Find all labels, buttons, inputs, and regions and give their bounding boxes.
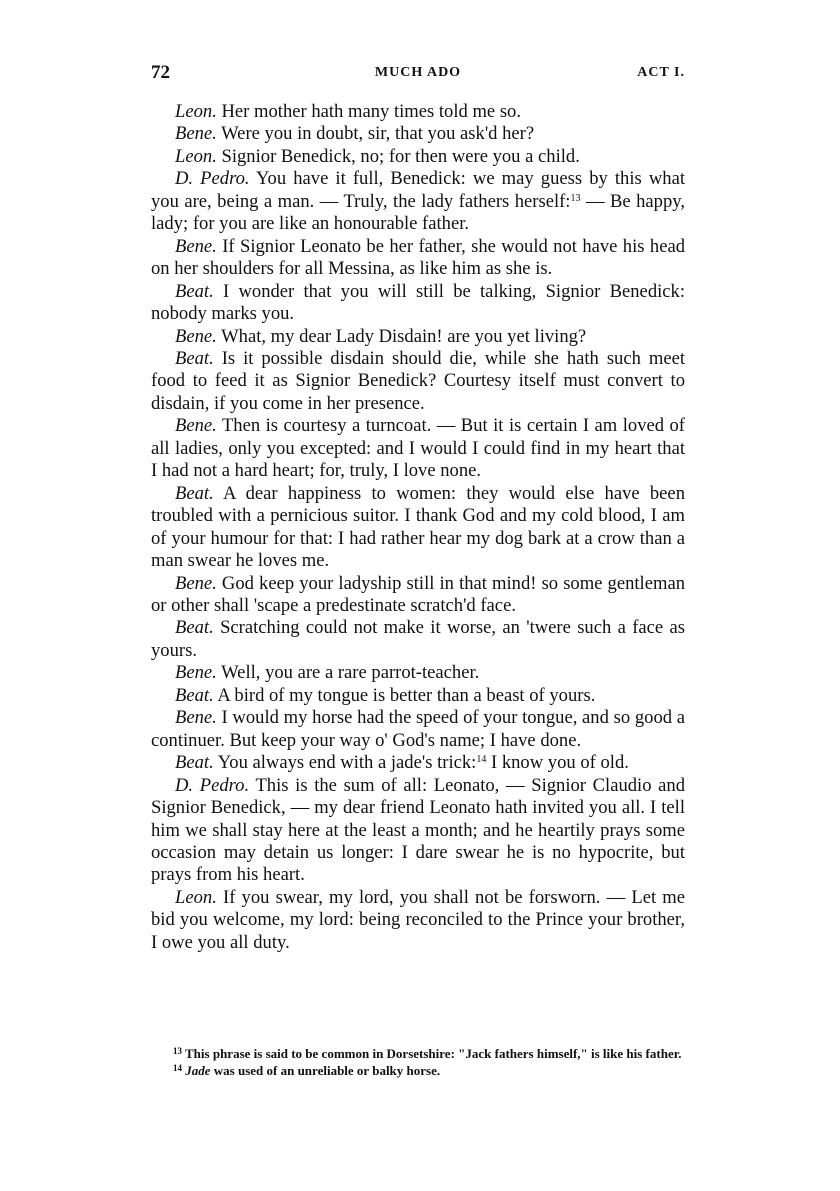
speaker: Leon. bbox=[175, 101, 217, 122]
speaker: Bene. bbox=[175, 123, 217, 145]
speech-text: What, my dear Lady Disdain! are you yet living? bbox=[221, 325, 587, 347]
speech bbox=[151, 887, 685, 954]
footnote-text: was used of an unreliable or balky horse. bbox=[213, 1063, 441, 1078]
speaker: Bene. bbox=[175, 707, 217, 729]
speaker: Leon. bbox=[175, 886, 217, 908]
speaker: Beat. bbox=[175, 617, 214, 639]
speech bbox=[151, 326, 685, 348]
speech bbox=[151, 573, 685, 618]
speech-text: Her mother hath many times told me so. bbox=[221, 101, 522, 122]
speaker: Bene. bbox=[175, 572, 217, 594]
speech-text: You always end with a jade's trick: bbox=[217, 752, 477, 774]
speaker: Beat. bbox=[175, 684, 214, 706]
speech-text: Well, you are a rare parrot-teacher. bbox=[221, 662, 480, 684]
speech bbox=[151, 348, 685, 415]
speaker: Bene. bbox=[175, 662, 217, 684]
speech bbox=[151, 281, 685, 326]
footnote-text: This phrase is said to be common in Dorsetshire: "Jack fathers himself," is like his father. bbox=[185, 1046, 682, 1061]
footnote-ref: 14 bbox=[476, 754, 487, 766]
speech bbox=[151, 101, 685, 123]
speech-text: I know you of old. bbox=[491, 752, 629, 774]
act-label: ACT I. bbox=[637, 65, 685, 80]
speech-text: — Be happy, lady; for you are like an honourable father. bbox=[151, 190, 685, 235]
speech-text: A bird of my tongue is better than a beast of yours. bbox=[217, 684, 596, 706]
footnote-ref: 13 bbox=[570, 192, 581, 204]
speech bbox=[151, 752, 685, 774]
speech-text: If Signior Leonato be her father, she would not have his head on her shoulders for all Messina, as like him as she is. bbox=[151, 235, 685, 280]
speech-text: Scratching could not make it worse, an 'twere such a face as yours. bbox=[151, 617, 685, 661]
speech bbox=[151, 685, 685, 707]
speech bbox=[151, 236, 685, 281]
footnote-italic: Jade bbox=[185, 1063, 211, 1078]
page-header bbox=[151, 62, 685, 86]
running-title: MUCH ADO bbox=[374, 65, 462, 80]
speaker: Bene. bbox=[175, 235, 217, 257]
dialogue-text bbox=[151, 101, 685, 954]
footnote bbox=[151, 1045, 685, 1062]
speaker: Leon. bbox=[175, 145, 217, 167]
footnote-number: 13 bbox=[173, 1046, 182, 1056]
speech-text: If you swear, my lord, you shall not be forsworn. — Let me bid you welcome, my lord: being reconciled to the Prince your brother, I owe you all duty. bbox=[151, 886, 685, 953]
speaker: D. Pedro. bbox=[175, 774, 250, 796]
speech bbox=[151, 146, 685, 168]
speech bbox=[151, 168, 685, 235]
speech bbox=[151, 707, 685, 752]
speech-text: You have it full, Benedick: we may guess by this what you are, being a man. — Truly, the lady fathers herself: bbox=[151, 168, 685, 212]
speech bbox=[151, 415, 685, 482]
speech bbox=[151, 662, 685, 684]
speech-text: Then is courtesy a turncoat. — But it is certain I am loved of all ladies, only you excepted: and I would I could find in my heart that I had not a hard heart; for, truly, I love none. bbox=[151, 415, 685, 482]
speaker: Beat. bbox=[175, 347, 214, 369]
speaker: Beat. bbox=[175, 482, 214, 504]
speech-text: A dear happiness to women: they would else have been troubled with a pernicious suitor. I thank God and my cold blood, I am of your humour for that: I had rather hear my dog bark at a crow than a man swear he loves me. bbox=[151, 482, 685, 572]
speech bbox=[151, 617, 685, 662]
speech bbox=[151, 775, 685, 887]
speech-text: This is the sum of all: Leonato, — Signior Claudio and Signior Benedick, — my dear friend Leonato hath invited you all. I tell him we shall stay here at the least a month; and he heartily prays some occasion may detain us longer: I dare swear he is no hypocrite, but prays from his heart. bbox=[151, 774, 686, 886]
speaker: D. Pedro. bbox=[175, 168, 250, 190]
page-number: 72 bbox=[151, 62, 170, 83]
footnote-number: 14 bbox=[173, 1063, 182, 1073]
speech-text: I would my horse had the speed of your tongue, and so good a continuer. But keep your way o' God's name; I have done. bbox=[151, 707, 685, 751]
speech-text: God keep your ladyship still in that mind! so some gentleman or other shall 'scape a predestinate scratch'd face. bbox=[151, 572, 685, 616]
speaker: Bene. bbox=[175, 325, 217, 347]
speech-text: I wonder that you will still be talking, Signior Benedick: nobody marks you. bbox=[151, 280, 685, 325]
speaker: Bene. bbox=[175, 415, 217, 437]
speech-text: Is it possible disdain should die, while she hath such meet food to feed it as Signior Benedick? Courtesy itself must convert to disdain, if you come in her presence. bbox=[151, 347, 685, 414]
speech bbox=[151, 483, 685, 573]
footnotes bbox=[151, 1045, 685, 1079]
speech-text: Were you in doubt, sir, that you ask'd her? bbox=[221, 123, 535, 145]
speaker: Beat. bbox=[175, 752, 214, 774]
footnote bbox=[151, 1062, 685, 1079]
speech bbox=[151, 123, 685, 145]
speech-text: Signior Benedick, no; for then were you a child. bbox=[221, 145, 580, 167]
speaker: Beat. bbox=[175, 280, 214, 302]
